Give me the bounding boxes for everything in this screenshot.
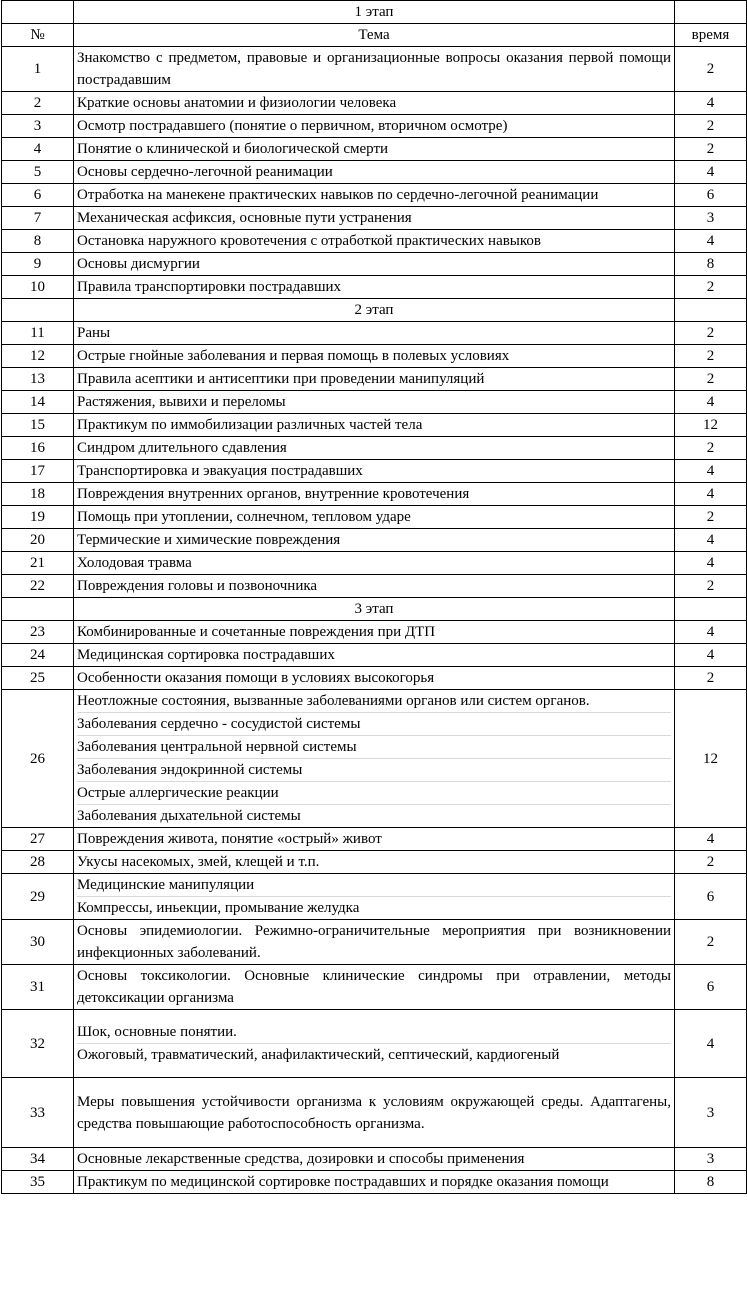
row-topic [74, 115, 675, 138]
row-topic [74, 874, 675, 920]
table-row [2, 1171, 747, 1194]
header-time: время [675, 24, 747, 47]
topic-line: Термические и химические повреждения [77, 532, 341, 548]
row-hours: 3 [675, 207, 747, 230]
row-hours: 2 [675, 276, 747, 299]
row-topic [74, 529, 675, 552]
row-hours: 3 [675, 1148, 747, 1171]
row-topic [74, 391, 675, 414]
table-row [2, 621, 747, 644]
topic-line: Основы токсикологии. Основные клинические синдромы при отравлении, методы детоксикации организма [77, 968, 671, 1006]
row-hours: 2 [675, 115, 747, 138]
table-row [2, 161, 747, 184]
row-hours: 4 [675, 644, 747, 667]
row-number: 30 [2, 920, 74, 965]
stage-empty-cell [2, 1, 74, 24]
row-topic [74, 920, 675, 965]
table-row [2, 207, 747, 230]
table-row [2, 92, 747, 115]
row-number: 22 [2, 575, 74, 598]
table-row [2, 437, 747, 460]
topic-line: Заболевания дыхательной системы [77, 808, 301, 824]
row-topic [74, 184, 675, 207]
table-row [2, 1148, 747, 1171]
header-topic: Тема [74, 24, 675, 47]
row-number: 34 [2, 1148, 74, 1171]
row-number: 23 [2, 621, 74, 644]
row-number: 8 [2, 230, 74, 253]
row-hours: 4 [675, 621, 747, 644]
row-topic [74, 1078, 675, 1148]
table-row [2, 506, 747, 529]
topic-line: Раны [77, 325, 111, 341]
stage-title: 3 этап [74, 598, 675, 621]
row-hours: 4 [675, 161, 747, 184]
table-row [2, 368, 747, 391]
table-row [2, 667, 747, 690]
stage-empty-cell [675, 598, 747, 621]
row-hours: 8 [675, 1171, 747, 1194]
topic-line: Основы сердечно-легочной реанимации [77, 164, 333, 180]
stage-row [2, 598, 747, 621]
row-topic [74, 851, 675, 874]
row-hours: 4 [675, 391, 747, 414]
topic-line: Краткие основы анатомии и физиологии человека [77, 95, 397, 111]
row-hours: 2 [675, 851, 747, 874]
row-number: 16 [2, 437, 74, 460]
row-number: 19 [2, 506, 74, 529]
row-topic [74, 161, 675, 184]
row-number: 26 [2, 690, 74, 828]
row-number: 2 [2, 92, 74, 115]
stage-title: 2 этап [74, 299, 675, 322]
table-row [2, 483, 747, 506]
topic-line: Практикум по иммобилизации различных частей тела [77, 417, 423, 433]
row-topic [74, 828, 675, 851]
row-hours: 3 [675, 1078, 747, 1148]
topic-line: Осмотр пострадавшего (понятие о первичном, вторичном осмотре) [77, 118, 508, 134]
table-row [2, 138, 747, 161]
topic-line: Меры повышения устойчивости организма к условиям окружающей среды. Адаптагены, средства повышающие работоспособность организма. [77, 1093, 671, 1132]
row-hours: 2 [675, 322, 747, 345]
row-number: 31 [2, 965, 74, 1010]
row-number: 6 [2, 184, 74, 207]
header-number: № [2, 24, 74, 47]
topic-line: Основы эпидемиологии. Режимно-ограничительные мероприятия при возникновении инфекционных заболеваний. [77, 923, 671, 961]
row-number: 18 [2, 483, 74, 506]
topic-line: Заболевания эндокринной системы [77, 759, 671, 782]
stage-empty-cell [675, 299, 747, 322]
row-topic [74, 253, 675, 276]
topic-line: Знакомство с предметом, правовые и организационные вопросы оказания первой помощи пострадавшим [77, 50, 671, 88]
table-row [2, 1078, 747, 1148]
row-hours: 4 [675, 552, 747, 575]
row-topic [74, 1148, 675, 1171]
table-row [2, 529, 747, 552]
topic-line: Отработка на манекене практических навыков по сердечно-легочной реанимации [77, 187, 599, 203]
topic-line: Шок, основные понятии. [77, 1021, 671, 1044]
row-hours: 2 [675, 667, 747, 690]
row-hours: 12 [675, 414, 747, 437]
topic-line: Укусы насекомых, змей, клещей и т.п. [77, 854, 320, 870]
row-hours: 6 [675, 965, 747, 1010]
row-hours: 2 [675, 437, 747, 460]
row-topic [74, 644, 675, 667]
table-row [2, 115, 747, 138]
row-topic [74, 552, 675, 575]
row-hours: 4 [675, 529, 747, 552]
topic-line: Ожоговый, травматический, анафилактический, септический, кардиогеный [77, 1047, 560, 1063]
table-row [2, 460, 747, 483]
stage-row [2, 299, 747, 322]
row-topic [74, 437, 675, 460]
row-topic [74, 667, 675, 690]
row-number: 13 [2, 368, 74, 391]
table-row [2, 230, 747, 253]
row-hours: 4 [675, 230, 747, 253]
row-topic [74, 621, 675, 644]
row-number: 27 [2, 828, 74, 851]
table-row [2, 920, 747, 965]
row-hours: 4 [675, 483, 747, 506]
topic-line: Повреждения головы и позвоночника [77, 578, 318, 594]
row-topic [74, 1010, 675, 1078]
row-hours: 4 [675, 828, 747, 851]
row-topic [74, 965, 675, 1010]
row-topic [74, 345, 675, 368]
table-row [2, 345, 747, 368]
row-hours: 6 [675, 874, 747, 920]
row-hours: 4 [675, 1010, 747, 1078]
topic-line: Синдром длительного сдавления [77, 440, 287, 456]
row-topic [74, 506, 675, 529]
row-topic [74, 368, 675, 391]
table-row [2, 965, 747, 1010]
row-hours: 2 [675, 368, 747, 391]
row-number: 12 [2, 345, 74, 368]
topic-line: Остановка наружного кровотечения с отработкой практических навыков [77, 233, 541, 249]
row-topic [74, 138, 675, 161]
topic-line: Медицинская сортировка пострадавших [77, 647, 335, 663]
curriculum-table [1, 0, 747, 1194]
topic-line: Транспортировка и эвакуация пострадавших [77, 463, 363, 479]
row-number: 10 [2, 276, 74, 299]
topic-line: Основные лекарственные средства, дозировки и способы применения [77, 1151, 525, 1167]
table-row [2, 874, 747, 920]
row-number: 35 [2, 1171, 74, 1194]
topic-line: Медицинские манипуляции [77, 874, 671, 897]
topic-line: Повреждения внутренних органов, внутренние кровотечения [77, 486, 470, 502]
topic-line: Острые аллергические реакции [77, 782, 671, 805]
row-number: 14 [2, 391, 74, 414]
table-row [2, 644, 747, 667]
row-number: 21 [2, 552, 74, 575]
table-row [2, 47, 747, 92]
row-number: 33 [2, 1078, 74, 1148]
row-topic [74, 575, 675, 598]
topic-line: Повреждения живота, понятие «острый» живот [77, 831, 382, 847]
row-number: 28 [2, 851, 74, 874]
table-row [2, 391, 747, 414]
row-number: 1 [2, 47, 74, 92]
topic-line: Острые гнойные заболевания и первая помощь в полевых условиях [77, 348, 510, 364]
row-number: 11 [2, 322, 74, 345]
row-number: 25 [2, 667, 74, 690]
row-number: 32 [2, 1010, 74, 1078]
row-number: 5 [2, 161, 74, 184]
row-topic [74, 276, 675, 299]
row-hours: 2 [675, 506, 747, 529]
topic-line: Заболевания центральной нервной системы [77, 736, 671, 759]
row-number: 7 [2, 207, 74, 230]
table-row [2, 575, 747, 598]
stage-row [2, 1, 747, 24]
topic-line: Правила асептики и антисептики при проведении манипуляций [77, 371, 485, 387]
row-number: 3 [2, 115, 74, 138]
row-topic [74, 690, 675, 828]
row-hours: 2 [675, 138, 747, 161]
row-topic [74, 207, 675, 230]
row-hours: 2 [675, 47, 747, 92]
table-row [2, 690, 747, 828]
stage-empty-cell [675, 1, 747, 24]
row-number: 15 [2, 414, 74, 437]
row-number: 29 [2, 874, 74, 920]
topic-line: Заболевания сердечно - сосудистой системы [77, 713, 671, 736]
table-row [2, 322, 747, 345]
table-row [2, 184, 747, 207]
row-hours: 2 [675, 345, 747, 368]
table-row [2, 276, 747, 299]
row-hours: 12 [675, 690, 747, 828]
curriculum-table-body [2, 1, 747, 1194]
table-row [2, 253, 747, 276]
header-row [2, 24, 747, 47]
topic-line: Основы дисмургии [77, 256, 200, 272]
topic-line: Понятие о клинической и биологической смерти [77, 141, 389, 157]
row-topic [74, 1171, 675, 1194]
stage-title: 1 этап [74, 1, 675, 24]
row-hours: 2 [675, 920, 747, 965]
row-number: 20 [2, 529, 74, 552]
table-row [2, 851, 747, 874]
row-number: 9 [2, 253, 74, 276]
row-topic [74, 47, 675, 92]
stage-empty-cell [2, 299, 74, 322]
table-row [2, 414, 747, 437]
table-row [2, 828, 747, 851]
row-topic [74, 483, 675, 506]
row-topic [74, 322, 675, 345]
table-row [2, 552, 747, 575]
row-hours: 4 [675, 460, 747, 483]
topic-line: Практикум по медицинской сортировке пострадавших и порядке оказания помощи [77, 1174, 609, 1190]
topic-line: Неотложные состояния, вызванные заболеваниями органов или систем органов. [77, 690, 671, 713]
row-number: 24 [2, 644, 74, 667]
row-number: 17 [2, 460, 74, 483]
topic-line: Растяжения, вывихи и переломы [77, 394, 286, 410]
topic-line: Холодовая травма [77, 555, 192, 571]
topic-line: Комбинированные и сочетанные повреждения при ДТП [77, 624, 436, 640]
row-number: 4 [2, 138, 74, 161]
row-topic [74, 92, 675, 115]
topic-line: Помощь при утоплении, солнечном, тепловом ударе [77, 509, 411, 525]
topic-line: Механическая асфиксия, основные пути устранения [77, 210, 412, 226]
row-hours: 6 [675, 184, 747, 207]
topic-line: Компрессы, иньекции, промывание желудка [77, 900, 360, 916]
topic-line: Правила транспортировки пострадавших [77, 279, 342, 295]
row-topic [74, 460, 675, 483]
row-topic [74, 230, 675, 253]
row-hours: 8 [675, 253, 747, 276]
stage-empty-cell [2, 598, 74, 621]
row-topic [74, 414, 675, 437]
table-row [2, 1010, 747, 1078]
row-hours: 4 [675, 92, 747, 115]
row-hours: 2 [675, 575, 747, 598]
topic-line: Особенности оказания помощи в условиях высокогорья [77, 670, 435, 686]
